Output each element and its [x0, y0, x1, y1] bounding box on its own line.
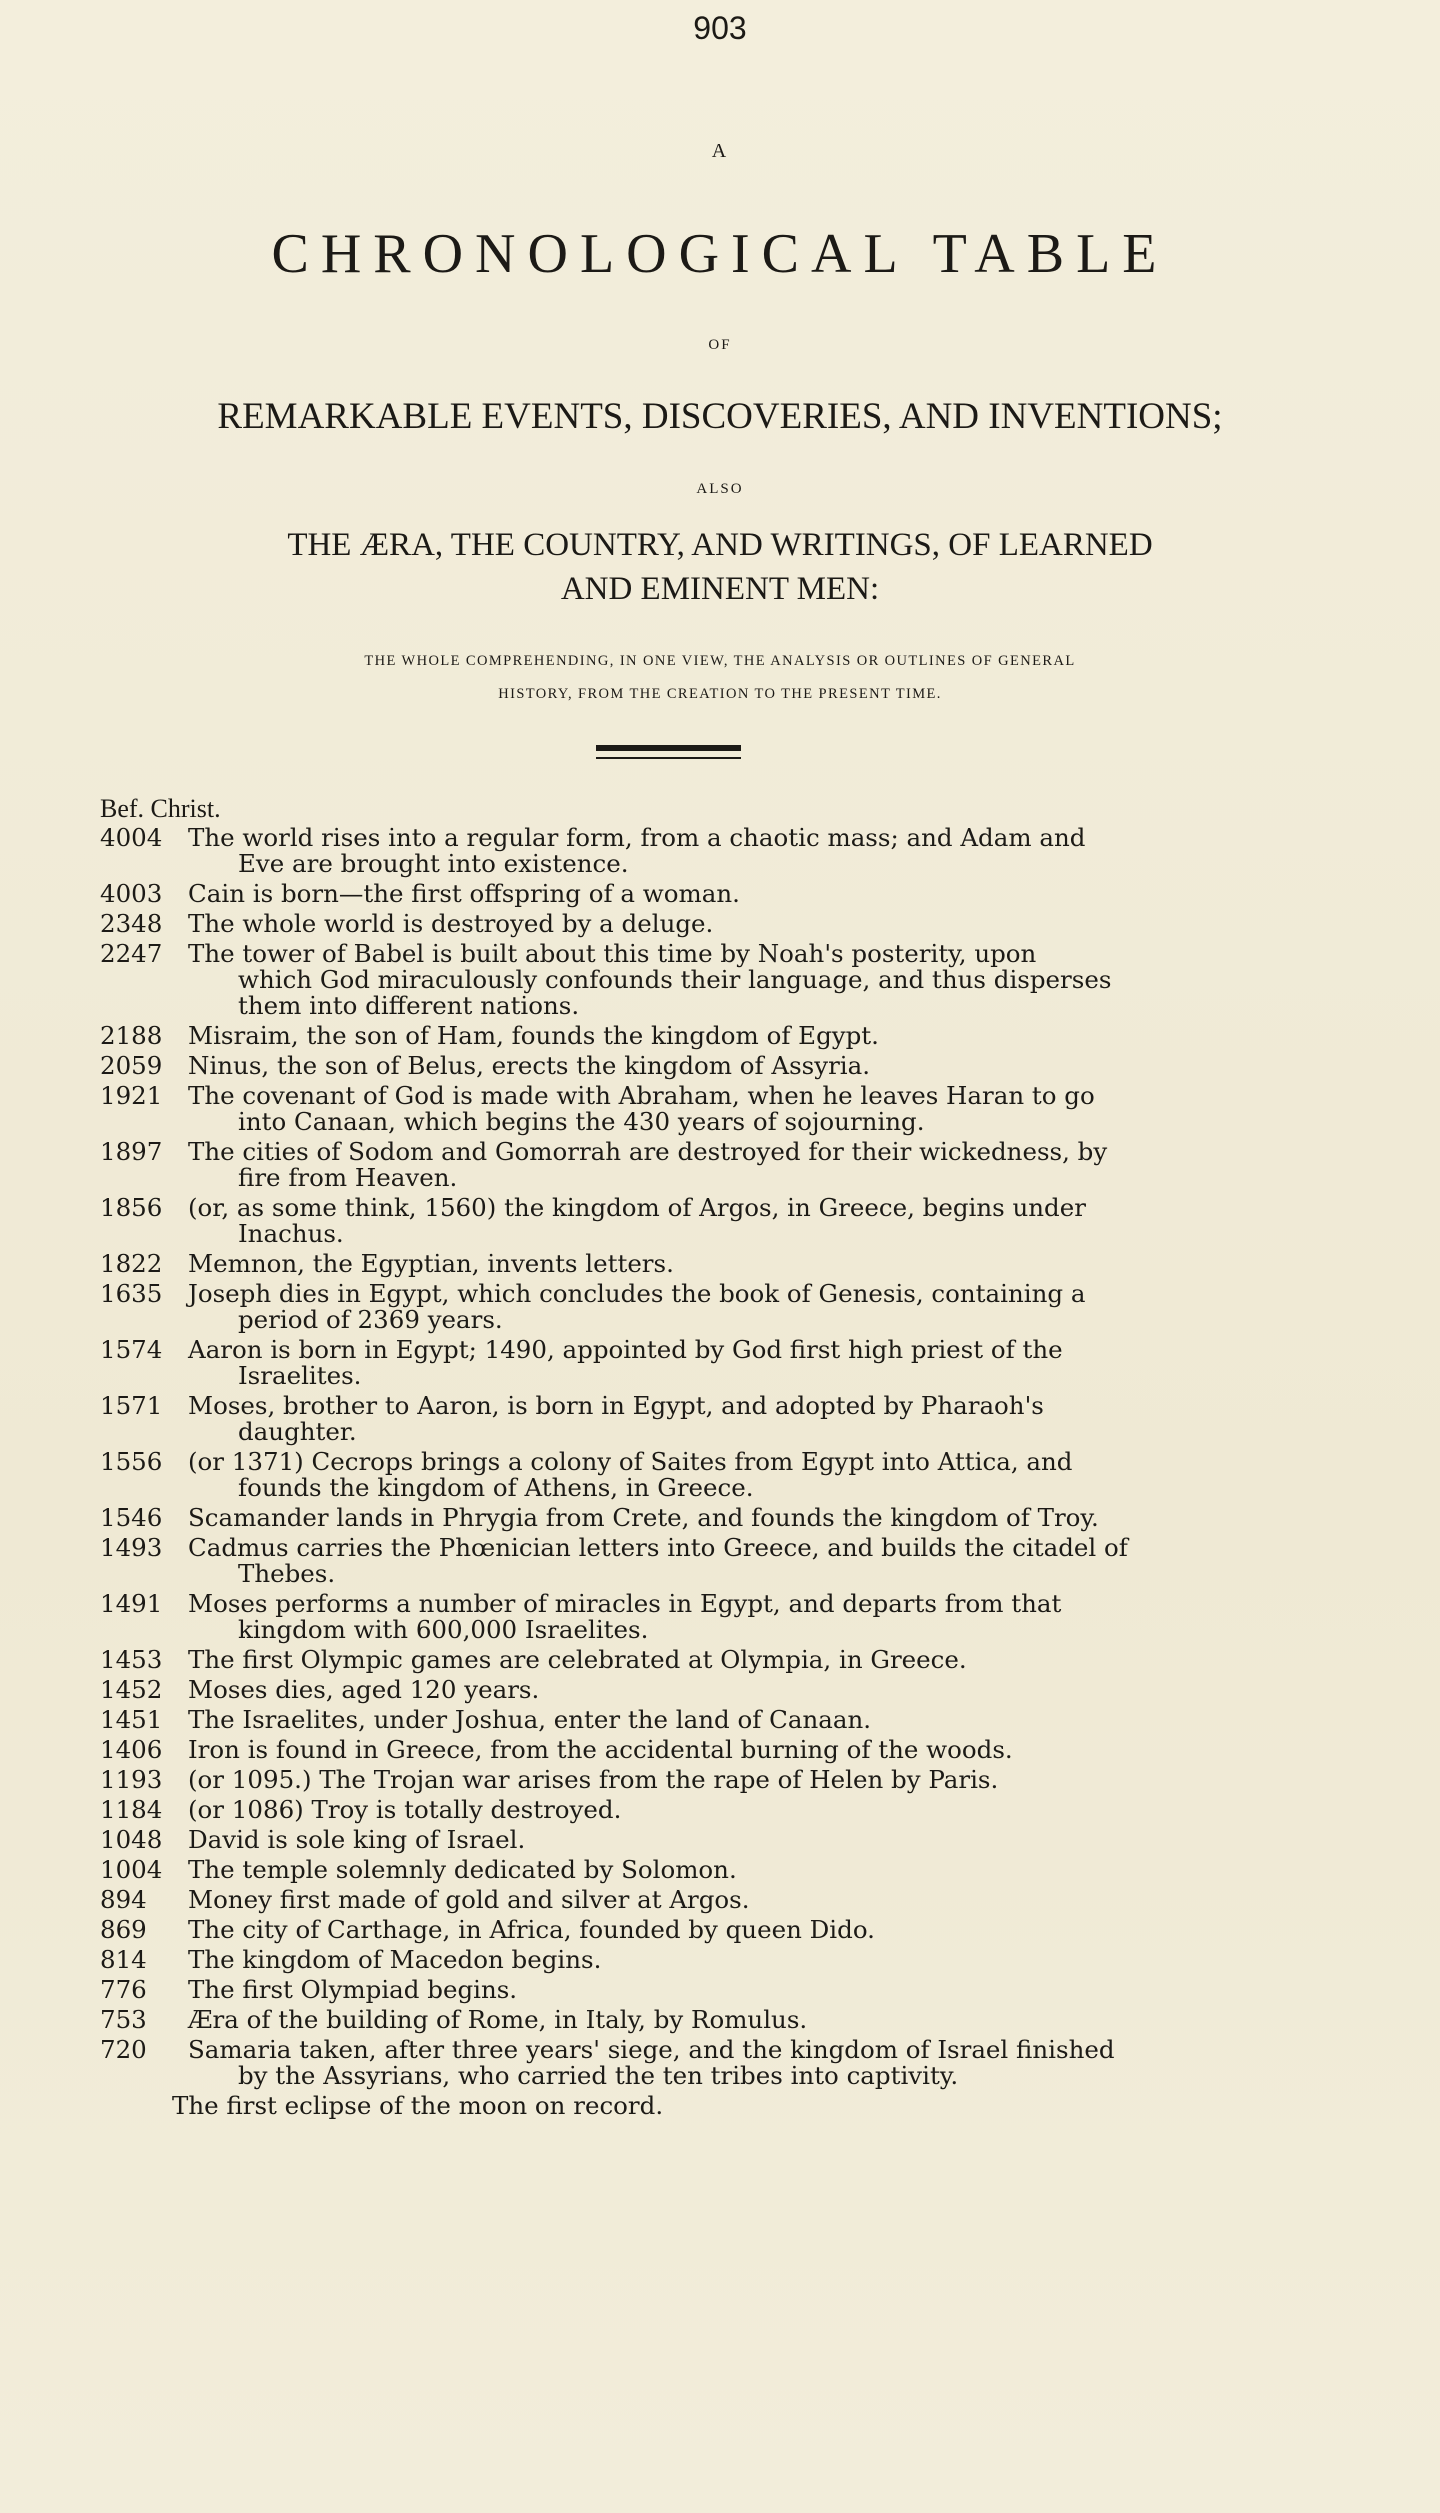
- chronology-list: [100, 793, 1300, 2119]
- entry-year: 814: [100, 1945, 147, 1974]
- entry-year: 869: [100, 1915, 147, 1944]
- entry-text: Cain is born—the first offspring of a woman.: [188, 879, 740, 908]
- entry-year: 2348: [100, 909, 163, 938]
- chronology-entry: [100, 1505, 1300, 1531]
- entry-continuation: daughter.: [238, 1417, 357, 1446]
- chronology-entry: [100, 1591, 1300, 1643]
- entry-text: (or 1086) Troy is totally destroyed.: [188, 1795, 622, 1824]
- entry-text: The kingdom of Macedon begins.: [188, 1945, 602, 1974]
- title-of: OF: [708, 337, 732, 353]
- entry-text: The tower of Babel is built about this time by Noah's posterity, upon: [188, 939, 1037, 968]
- entry-year: 1004: [100, 1855, 163, 1884]
- final-note: The first eclipse of the moon on record.: [172, 2091, 664, 2120]
- entry-text: Misraim, the son of Ham, founds the kingdom of Egypt.: [188, 1021, 879, 1050]
- chronology-entry: [100, 825, 1300, 877]
- entry-continuation: kingdom with 600,000 Israelites.: [238, 1615, 649, 1644]
- chronology-entry: [100, 1535, 1300, 1587]
- chronology-entry: [100, 2007, 1300, 2033]
- title-article: A: [711, 140, 729, 162]
- entry-text: Moses, brother to Aaron, is born in Egypt, and adopted by Pharaoh's: [188, 1391, 1044, 1420]
- entry-continuation: into Canaan, which begins the 430 years of sojourning.: [238, 1107, 925, 1136]
- entry-continuation: Thebes.: [238, 1559, 336, 1588]
- entry-text: Ninus, the son of Belus, erects the kingdom of Assyria.: [188, 1051, 871, 1080]
- chronology-entry: [100, 1917, 1300, 1943]
- era-title-line-1: THE ÆRA, THE COUNTRY, AND WRITINGS, OF LEARNED: [287, 527, 1153, 563]
- entry-text: The first Olympic games are celebrated at Olympia, in Greece.: [188, 1645, 967, 1674]
- chronology-entry: [100, 1251, 1300, 1277]
- entry-year: 1491: [100, 1589, 163, 1618]
- entry-year: 1453: [100, 1645, 163, 1674]
- entry-continuation: period of 2369 years.: [238, 1305, 503, 1334]
- entry-year: 2247: [100, 939, 163, 968]
- entry-year: 1897: [100, 1137, 163, 1166]
- chronology-entry: [100, 1707, 1300, 1733]
- entry-year: 1452: [100, 1675, 163, 1704]
- title-description: [150, 645, 1290, 711]
- entry-container: [100, 825, 1300, 2089]
- chronology-entry: [100, 1977, 1300, 2003]
- entry-text: Samaria taken, after three years' siege, and the kingdom of Israel finished: [188, 2035, 1115, 2064]
- entry-year: 720: [100, 2035, 147, 2064]
- subtitle: REMARKABLE EVENTS, DISCOVERIES, AND INVENTIONS;: [217, 396, 1223, 437]
- entry-year: 1921: [100, 1081, 163, 1110]
- entry-year: 4004: [100, 823, 163, 852]
- page-number: 903: [693, 10, 747, 46]
- entry-year: 1184: [100, 1795, 163, 1824]
- chronology-entry: [100, 1053, 1300, 1079]
- entry-text: Joseph dies in Egypt, which concludes the book of Genesis, containing a: [188, 1279, 1086, 1308]
- entry-year: 1451: [100, 1705, 163, 1734]
- entry-year: 1556: [100, 1447, 163, 1476]
- entry-text: Moses performs a number of miracles in Egypt, and departs from that: [188, 1589, 1062, 1618]
- chronology-entry: [100, 1083, 1300, 1135]
- entry-year: 894: [100, 1885, 147, 1914]
- entry-text: The city of Carthage, in Africa, founded by queen Dido.: [188, 1915, 875, 1944]
- decorative-rule: [596, 745, 741, 759]
- entry-text: (or 1095.) The Trojan war arises from the rape of Helen by Paris.: [188, 1765, 999, 1794]
- entry-year: 753: [100, 2005, 147, 2034]
- entry-year: 776: [100, 1975, 147, 2004]
- entry-text: David is sole king of Israel.: [188, 1825, 526, 1854]
- entry-text: (or 1371) Cecrops brings a colony of Saites from Egypt into Attica, and: [188, 1447, 1073, 1476]
- entry-text: The first Olympiad begins.: [188, 1975, 518, 2004]
- entry-text: (or, as some think, 1560) the kingdom of Argos, in Greece, begins under: [188, 1193, 1086, 1222]
- entry-text: Scamander lands in Phrygia from Crete, and founds the kingdom of Troy.: [188, 1503, 1099, 1532]
- entry-text: Iron is found in Greece, from the accidental burning of the woods.: [188, 1735, 1013, 1764]
- chronology-entry: [100, 2037, 1300, 2089]
- entry-year: 2188: [100, 1021, 163, 1050]
- chronology-entry: [100, 1449, 1300, 1501]
- entry-year: 1822: [100, 1249, 163, 1278]
- description-line-2: HISTORY, FROM THE CREATION TO THE PRESENT TIME.: [498, 686, 942, 702]
- chronology-entry: [100, 1647, 1300, 1673]
- chronology-entry: [100, 1337, 1300, 1389]
- entry-year: 1856: [100, 1193, 163, 1222]
- entry-continuation: them into different nations.: [238, 991, 580, 1020]
- entry-continuation: Israelites.: [238, 1361, 362, 1390]
- entry-year: 1193: [100, 1765, 163, 1794]
- chronology-entry: [100, 941, 1300, 1019]
- entry-text: The temple solemnly dedicated by Solomon.: [188, 1855, 737, 1884]
- entry-text: Cadmus carries the Phœnician letters into Greece, and builds the citadel of: [188, 1533, 1128, 1562]
- chronology-entry: [100, 881, 1300, 907]
- entry-text: The covenant of God is made with Abraham, when he leaves Haran to go: [188, 1081, 1095, 1110]
- entry-text: The Israelites, under Joshua, enter the land of Canaan.: [188, 1705, 872, 1734]
- chronology-entry: [100, 1393, 1300, 1445]
- entry-year: 4003: [100, 879, 163, 908]
- entry-year: 1493: [100, 1533, 163, 1562]
- section-heading: Bef. Christ.: [100, 794, 221, 823]
- chronology-entry: [100, 1023, 1300, 1049]
- entry-year: 2059: [100, 1051, 163, 1080]
- chronology-entry: [100, 1827, 1300, 1853]
- entry-year: 1406: [100, 1735, 163, 1764]
- chronology-entry: [100, 1887, 1300, 1913]
- chronology-entry: [100, 1139, 1300, 1191]
- chronology-entry: [100, 1857, 1300, 1883]
- chronology-entry: [100, 1737, 1300, 1763]
- entry-year: 1574: [100, 1335, 163, 1364]
- entry-year: 1635: [100, 1279, 163, 1308]
- chronology-entry: [100, 1767, 1300, 1793]
- entry-text: Aaron is born in Egypt; 1490, appointed by God first high priest of the: [188, 1335, 1063, 1364]
- entry-continuation: founds the kingdom of Athens, in Greece.: [238, 1473, 754, 1502]
- entry-year: 1048: [100, 1825, 163, 1854]
- chronology-entry: [100, 911, 1300, 937]
- chronology-entry: [100, 1281, 1300, 1333]
- description-line-1: THE WHOLE COMPREHENDING, IN ONE VIEW, THE ANALYSIS OR OUTLINES OF GENERAL: [364, 653, 1076, 669]
- entry-text: The whole world is destroyed by a deluge.: [188, 909, 714, 938]
- entry-continuation: by the Assyrians, who carried the ten tribes into captivity.: [238, 2061, 959, 2090]
- chronology-entry: [100, 1797, 1300, 1823]
- page-title: CHRONOLOGICAL TABLE: [271, 223, 1169, 285]
- entry-year: 1546: [100, 1503, 163, 1532]
- chronology-entry: [100, 1677, 1300, 1703]
- entry-continuation: fire from Heaven.: [238, 1163, 458, 1192]
- entry-text: Æra of the building of Rome, in Italy, by Romulus.: [188, 2005, 808, 2034]
- era-title: [0, 523, 1440, 611]
- entry-continuation: Inachus.: [238, 1219, 344, 1248]
- chronology-entry: [100, 1947, 1300, 1973]
- entry-text: Memnon, the Egyptian, invents letters.: [188, 1249, 674, 1278]
- era-title-line-2: AND EMINENT MEN:: [560, 571, 880, 607]
- chronology-entry: [100, 1195, 1300, 1247]
- entry-year: 1571: [100, 1391, 163, 1420]
- entry-text: The world rises into a regular form, from a chaotic mass; and Adam and: [188, 823, 1086, 852]
- entry-text: The cities of Sodom and Gomorrah are destroyed for their wickedness, by: [188, 1137, 1108, 1166]
- title-also: ALSO: [696, 481, 744, 497]
- entry-text: Money first made of gold and silver at Argos.: [188, 1885, 750, 1914]
- entry-text: Moses dies, aged 120 years.: [188, 1675, 540, 1704]
- entry-continuation: Eve are brought into existence.: [238, 849, 629, 878]
- entry-continuation: which God miraculously confounds their language, and thus disperses: [238, 965, 1112, 994]
